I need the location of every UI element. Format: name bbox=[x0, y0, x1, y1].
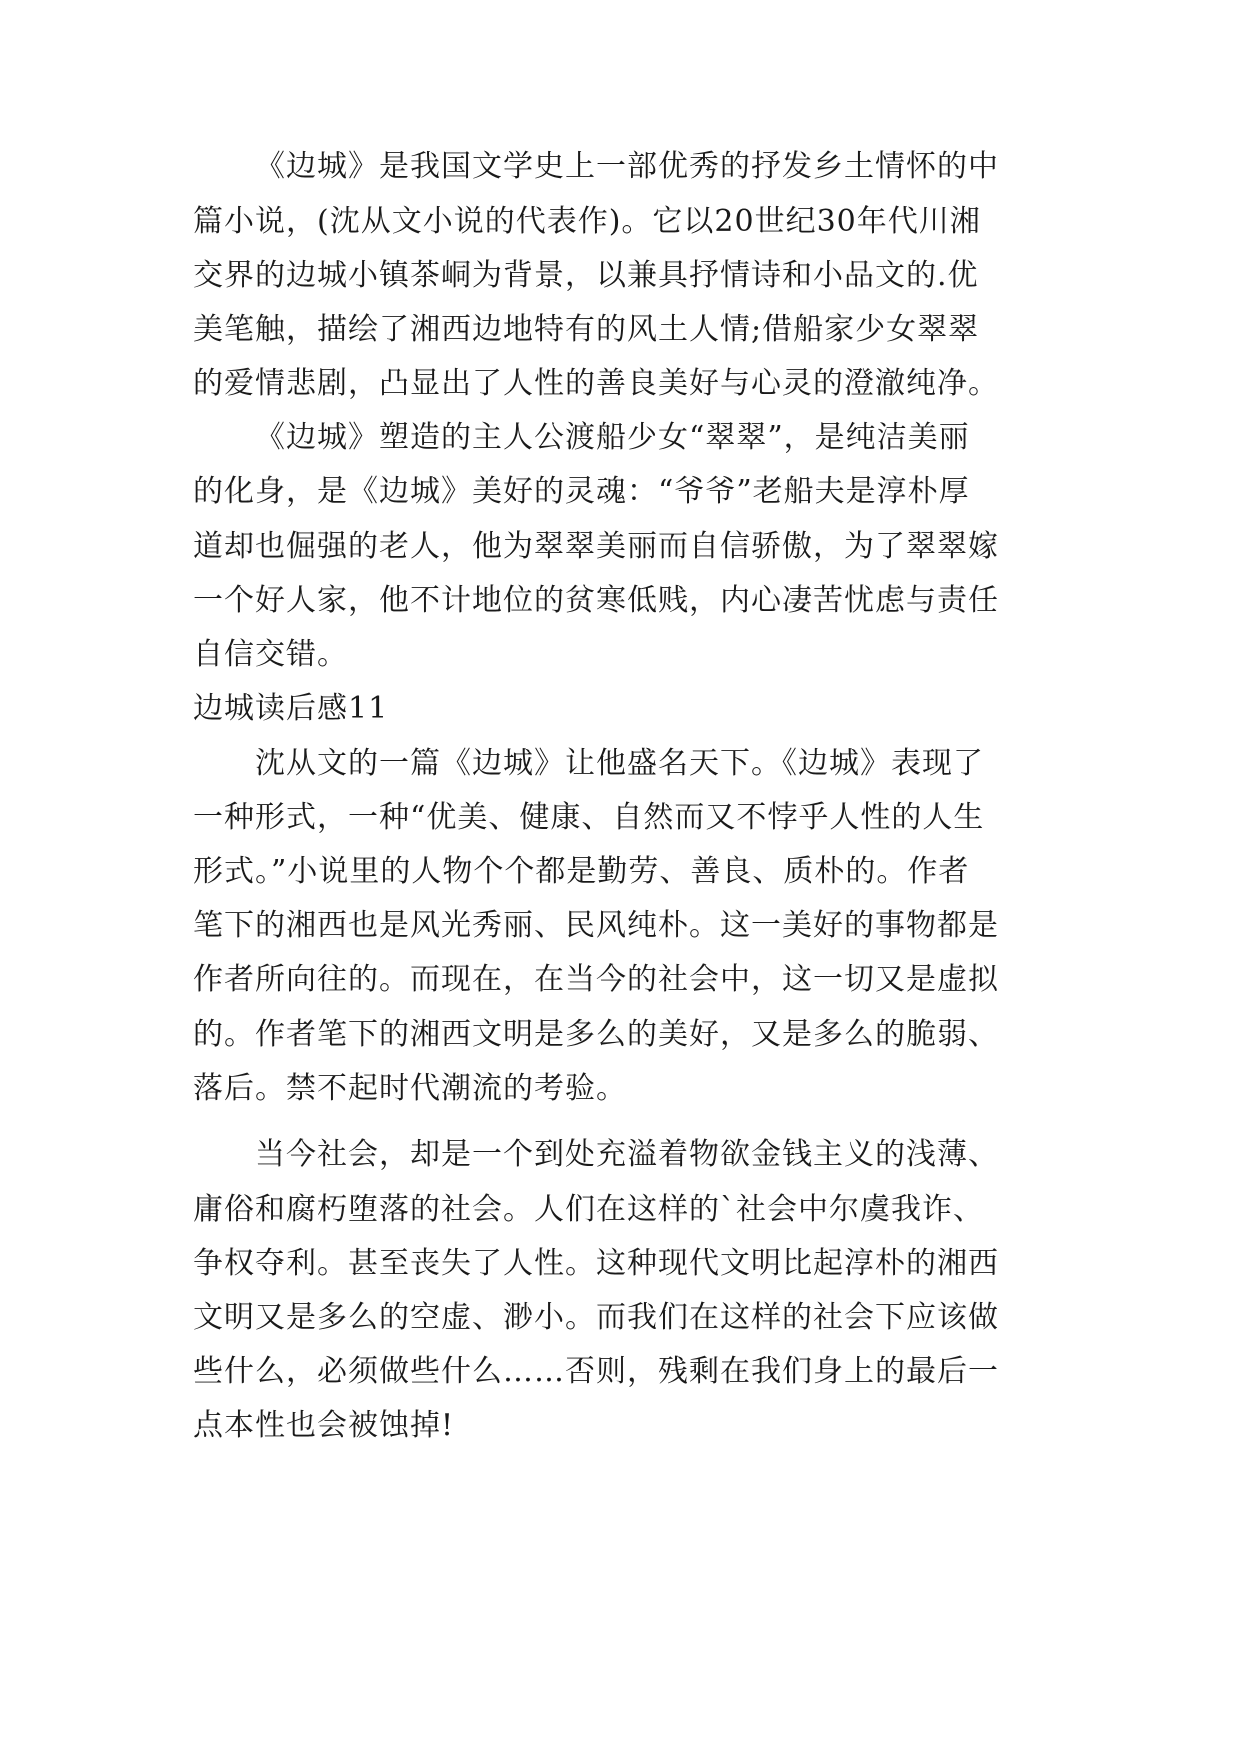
paragraph-line: 些什么，必须做些什么……否则，残剩在我们身上的最后一 bbox=[193, 1354, 999, 1389]
paragraph-line: 道却也倔强的老人，他为翠翠美丽而自信骄傲，为了翠翠嫁 bbox=[193, 529, 999, 564]
paragraph-line: 作者所向往的。而现在，在当今的社会中，这一切又是虚拟 bbox=[193, 962, 999, 997]
paragraph-line: 庸俗和腐朽堕落的社会。人们在这样的`社会中尔虞我诈、 bbox=[193, 1192, 984, 1227]
paragraph-line: 《边城》塑造的主人公渡船少女“翠翠”，是纯洁美丽 bbox=[255, 420, 970, 455]
paragraph-line: 点本性也会被蚀掉! bbox=[193, 1408, 455, 1443]
paragraph-line: 当今社会，却是一个到处充溢着物欲金钱主义的浅薄、 bbox=[255, 1137, 999, 1172]
paragraph-line: 一种形式，一种“优美、健康、自然而又不悖乎人性的人生 bbox=[193, 800, 985, 835]
paragraph-line: 的爱情悲剧，凸显出了人性的善良美好与心灵的澄澈纯净。 bbox=[193, 366, 999, 401]
paragraph-line: 篇小说，(沈从文小说的代表作)。它以20世纪30年代川湘 bbox=[193, 204, 981, 239]
paragraph-line: 交界的边城小镇茶峒为背景，以兼具抒情诗和小品文的.优 bbox=[193, 258, 979, 293]
paragraph-line: 自信交错。 bbox=[193, 637, 348, 672]
section-heading: 边城读后感11 bbox=[193, 691, 389, 726]
paragraph-line: 美笔触，描绘了湘西边地特有的风土人情;借船家少女翠翠 bbox=[193, 312, 980, 347]
paragraph-line: 争权夺利。甚至丧失了人性。这种现代文明比起淳朴的湘西 bbox=[193, 1246, 999, 1281]
paragraph-line: 一个好人家，他不计地位的贫寒低贱，内心凄苦忧虑与责任 bbox=[193, 583, 999, 618]
paragraph-line: 沈从文的一篇《边城》让他盛名天下。《边城》表现了 bbox=[255, 746, 984, 781]
paragraph-line: 的。作者笔下的湘西文明是多么的美好，又是多么的脆弱、 bbox=[193, 1017, 999, 1052]
paragraph-line: 《边城》是我国文学史上一部优秀的抒发乡土情怀的中 bbox=[255, 149, 999, 184]
paragraph-line: 笔下的湘西也是风光秀丽、民风纯朴。这一美好的事物都是 bbox=[193, 908, 999, 943]
paragraph-line: 形式。”小说里的人物个个都是勤劳、善良、质朴的。作者 bbox=[193, 854, 970, 889]
paragraph-line: 文明又是多么的空虚、渺小。而我们在这样的社会下应该做 bbox=[193, 1300, 999, 1335]
paragraph-line: 落后。禁不起时代潮流的考验。 bbox=[193, 1071, 627, 1106]
paragraph-line: 的化身，是《边城》美好的灵魂：“爷爷”老船夫是淳朴厚 bbox=[193, 474, 970, 509]
